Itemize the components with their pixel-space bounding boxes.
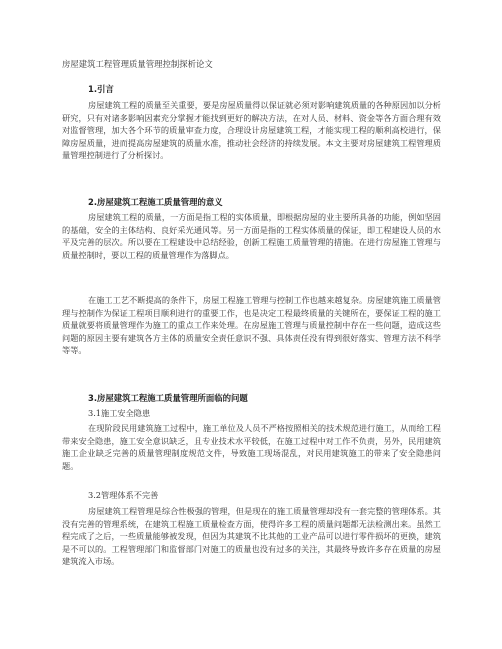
subsection-heading-management-system: 3.2管理体系不完善	[88, 490, 159, 500]
paragraph: 房屋建筑工程的质量至关重要，要是房屋质量得以保证就必须对影响建筑质量的各种原因加以分析研究，只有对诸多影响因素充分掌握才能找到更好的解决方法，在对人员、材料、资金等各方面合理有效对监督管理，加大各个环节的质量审查力度，合理设计房屋建筑工程，才能实现工程的顺利高校进行，保障房屋质量，进而提高房屋建筑的质量水准，推动社会经济的持续发展。本文主要对房屋建筑工程管理质量管理控制进行了分析探讨。	[62, 100, 441, 161]
paragraph: 房屋建筑工程管理是综合性极强的管理，但是现在的施工质量管理却没有一套完整的管理体系。其没有完善的管理系统，在建筑工程施工质量检查方面，使得许多工程的质量问题都无法检测出来。虽然工程完成了之后，一些质量能够被发现，但因为其建筑不比其他的工业产品可以进行零件损坏的更换，建筑是不可以的。工程管理部门和监督部门对施工的质量也没有过多的关注，其最终导致许多存在质量的房屋建筑流入市场。	[62, 506, 441, 567]
section-heading-problems: 3.房屋建筑工程施工质量管理所面临的问题	[88, 393, 248, 403]
document-title: 房屋建筑工程管理质量管理控制探析论文	[62, 59, 213, 69]
paragraph: 在施工工艺不断提高的条件下，房屋工程施工管理与控制工作也越来越复杂。房屋建筑施工质量管理与控制作为保证工程项目顺利进行的重要工作，也是决定工程最终质量的关键所在，要保证工程的施工质量就要将质量管理作为施工的重点工作来处理。在房屋施工管理与质量控制中存在一些问题，造成这些问题的原因主要有建筑各方主体的质量安全责任意识不强、具体责任没有得到很好落实、管理方法不科学等等。	[62, 295, 441, 356]
subsection-heading-safety-hazards: 3.1施工安全隐患	[88, 408, 151, 418]
paragraph: 在现阶段民用建筑施工过程中，施工单位及人员不严格按照相关的技术规范进行施工，从而给工程带来安全隐患，施工安全意识缺乏，且专业技术水平较低，在施工过程中对工作不负责，另外，民用建筑施工企业缺乏完善的质量管理制度规范文件，导致施工现场混乱，对民用建筑施工的带来了安全隐患问题。	[62, 423, 441, 471]
section-heading-introduction: 1.引言	[88, 84, 114, 94]
section-heading-significance: 2.房屋建筑工程施工质量管理的意义	[88, 197, 223, 207]
paragraph: 房屋建筑工程的质量，一方面是指工程的实体质量，即根据房屋的业主要所具备的功能，例如坚固的基础，安全的主体结构、良好采光通风等。另一方面是指的工程实体质量的保证，即工程建设人员的水平及完善的层次。所以要在工程建设中总结经验，创新工程施工质量管理的措施。在进行房屋施工管理与质量控制时，要以工程的质量管理作为落脚点。	[62, 212, 441, 260]
